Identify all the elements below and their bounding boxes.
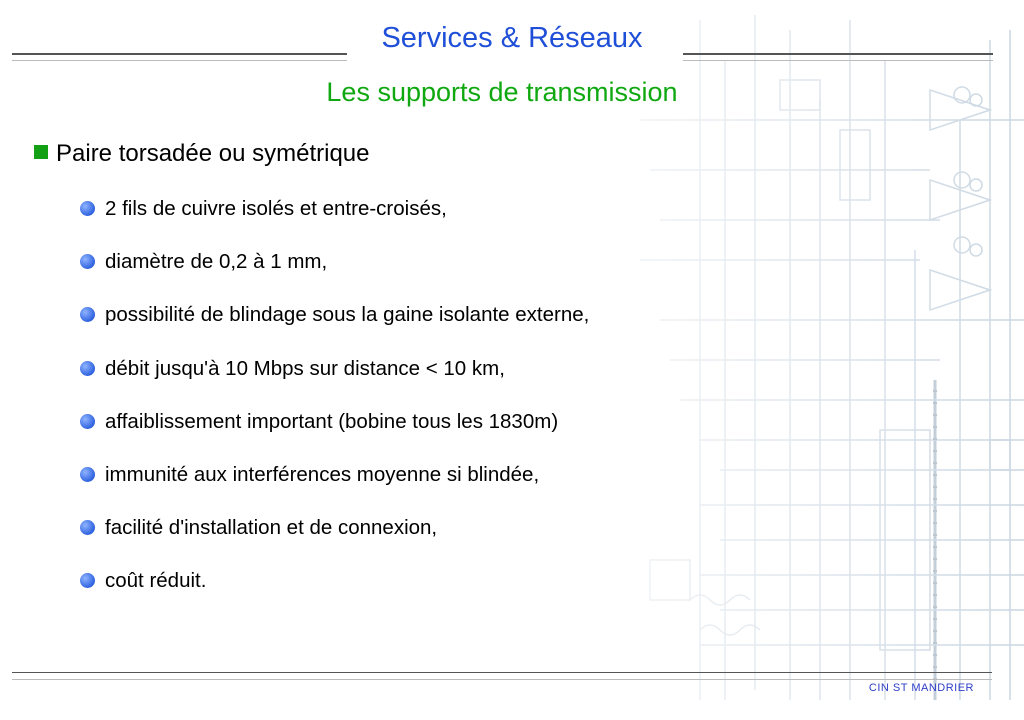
list-item-text: diamètre de 0,2 à 1 mm,	[105, 250, 328, 274]
list-item	[80, 511, 589, 564]
list-item	[80, 192, 589, 245]
round-bullet-icon	[80, 573, 95, 588]
header-rule-left-shadow	[12, 60, 347, 61]
list-item-text: immunité aux interférences moyenne si blindée,	[105, 462, 540, 486]
round-bullet-icon	[80, 201, 95, 216]
round-bullet-icon	[80, 361, 95, 376]
header-rule-right-shadow	[683, 60, 993, 61]
list-item	[80, 458, 589, 511]
list-item	[80, 298, 589, 351]
list-item	[80, 564, 589, 617]
list-item-text: possibilité de blindage sous la gaine isolante externe,	[105, 303, 590, 327]
list-item-text: débit jusqu'à 10 Mbps sur distance < 10 km,	[105, 356, 505, 380]
round-bullet-icon	[80, 307, 95, 322]
page-title	[0, 18, 1024, 58]
footer-rule-shadow	[12, 679, 992, 680]
footer-rule	[12, 672, 992, 673]
footer-label: CIN ST MANDRIER	[868, 682, 974, 694]
square-bullet-icon	[34, 145, 48, 159]
page-title-text: Services & Réseaux	[371, 22, 652, 54]
round-bullet-icon	[80, 414, 95, 429]
round-bullet-icon	[80, 254, 95, 269]
round-bullet-icon	[80, 467, 95, 482]
page-subtitle: Les supports de transmission	[326, 77, 678, 107]
list-item-text: 2 fils de cuivre isolés et entre-croisés,	[105, 197, 447, 220]
list-item	[80, 352, 589, 405]
list-item	[80, 405, 589, 458]
section-heading	[34, 137, 370, 171]
section-heading-text: Paire torsadée ou symétrique	[56, 140, 370, 167]
round-bullet-icon	[80, 520, 95, 535]
list-item-text: affaiblissement important (bobine tous les 1830m)	[105, 409, 559, 433]
list-item	[80, 245, 589, 298]
bullet-list	[80, 192, 589, 618]
list-item-text: facilité d'installation et de connexion,	[105, 516, 438, 540]
list-item-text: coût réduit.	[105, 569, 207, 593]
